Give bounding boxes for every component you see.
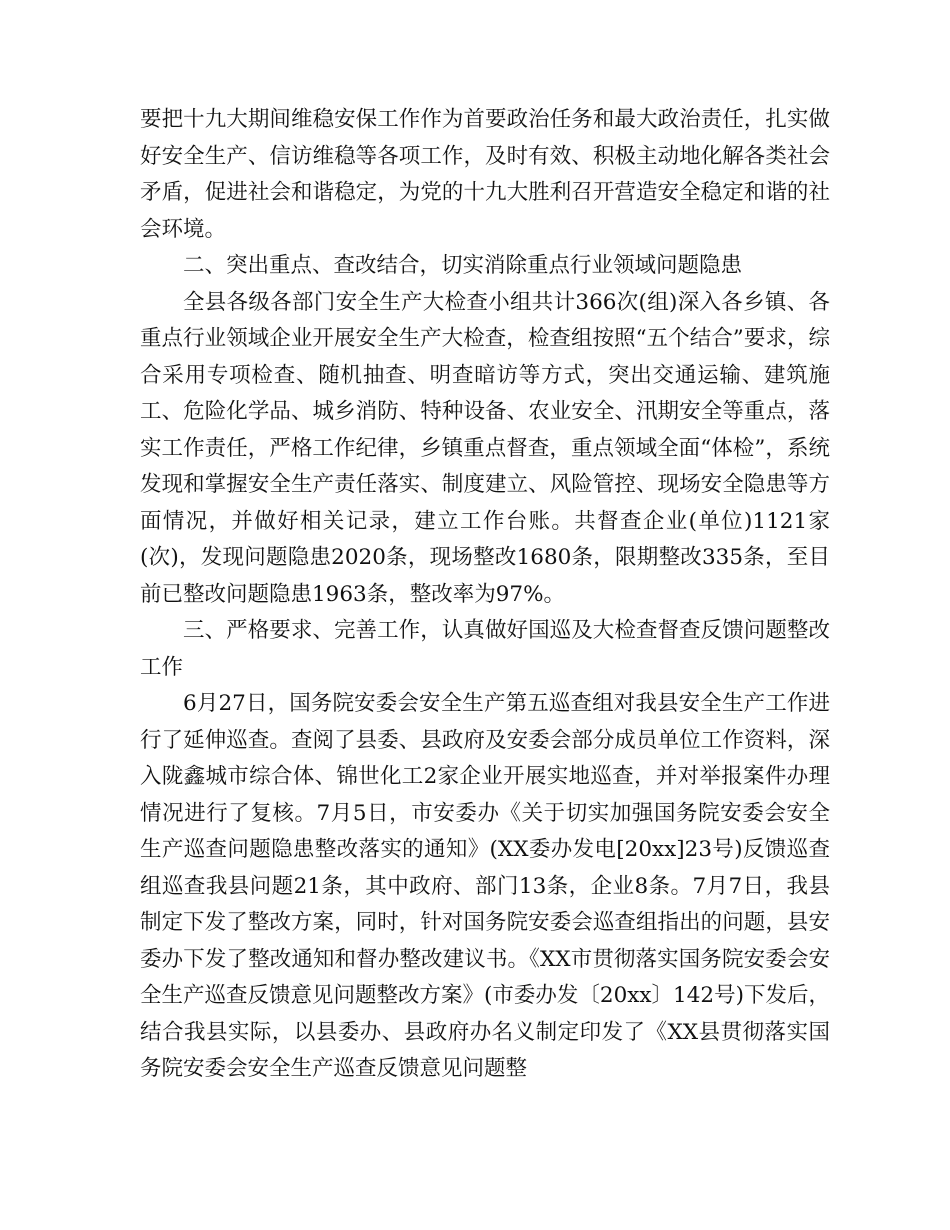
paragraph-rectification: 6月27日，国务院安委会安全生产第五巡查组对我县安全生产工作进行了延伸巡查。查阅了县委、县政府及安委会部分成员单位工作资料，深入陇鑫城市综合体、锦世化工2家企业开展实地巡查，并对举报案件办理情况进行了复核。7月5日，市安委办《关于切实加强国务院安委会安全生产巡查问题隐患整改落实的通知》(XX委办发电[20xx]23号)反馈巡查组巡查我县问题21条，其中政府、部门13条，企业8条。7月7日，我县制定下发了整改方案，同时，针对国务院安委会巡查组指出的问题，县安委办下发了整改通知和督办整改建议书。《XX市贯彻落实国务院安委会安全生产巡查反馈意见问题整改方案》(市委办发〔20xx〕142号)下发后，结合我县实际，以县委办、县政府办名义制定印发了《XX县贯彻落实国务院安委会安全生产巡查反馈意见问题整: [140, 691, 830, 1081]
section-heading-2: 二、突出重点、查改结合，切实消除重点行业领域问题隐患: [183, 253, 743, 278]
paragraph-inspection: 全县各级各部门安全生产大检查小组共计366次(组)深入各乡镇、各重点行业领域企业开展安全生产大检查，检查组按照“五个结合”要求，综合采用专项检查、随机抽查、明查暗访等方式，突出交通运输、建筑施工、危险化学品、城乡消防、特种设备、农业安全、汛期安全等重点，落实工作责任，严格工作纪律，乡镇重点督查，重点领域全面“体检”，系统发现和掌握安全生产责任落实、制度建立、风险管控、现场安全隐患等方面情况，并做好相关记录，建立工作台账。共督查企业(单位)1121家(次)，发现问题隐患2020条，现场整改1680条，限期整改335条，至目前已整改问题隐患1963条，整改率为97%。: [140, 289, 830, 607]
section-heading-3: 三、严格要求、完善工作，认真做好国巡及大检查督查反馈问题整改工作: [140, 618, 830, 680]
document-body: [140, 102, 830, 1088]
paragraph-continuation: 要把十九大期间维稳安保工作作为首要政治任务和最大政治责任，扎实做好安全生产、信访维稳等各项工作，及时有效、积极主动地化解各类社会矛盾，促进社会和谐稳定，为党的十九大胜利召开营造安全稳定和谐的社会环境。: [140, 107, 830, 242]
